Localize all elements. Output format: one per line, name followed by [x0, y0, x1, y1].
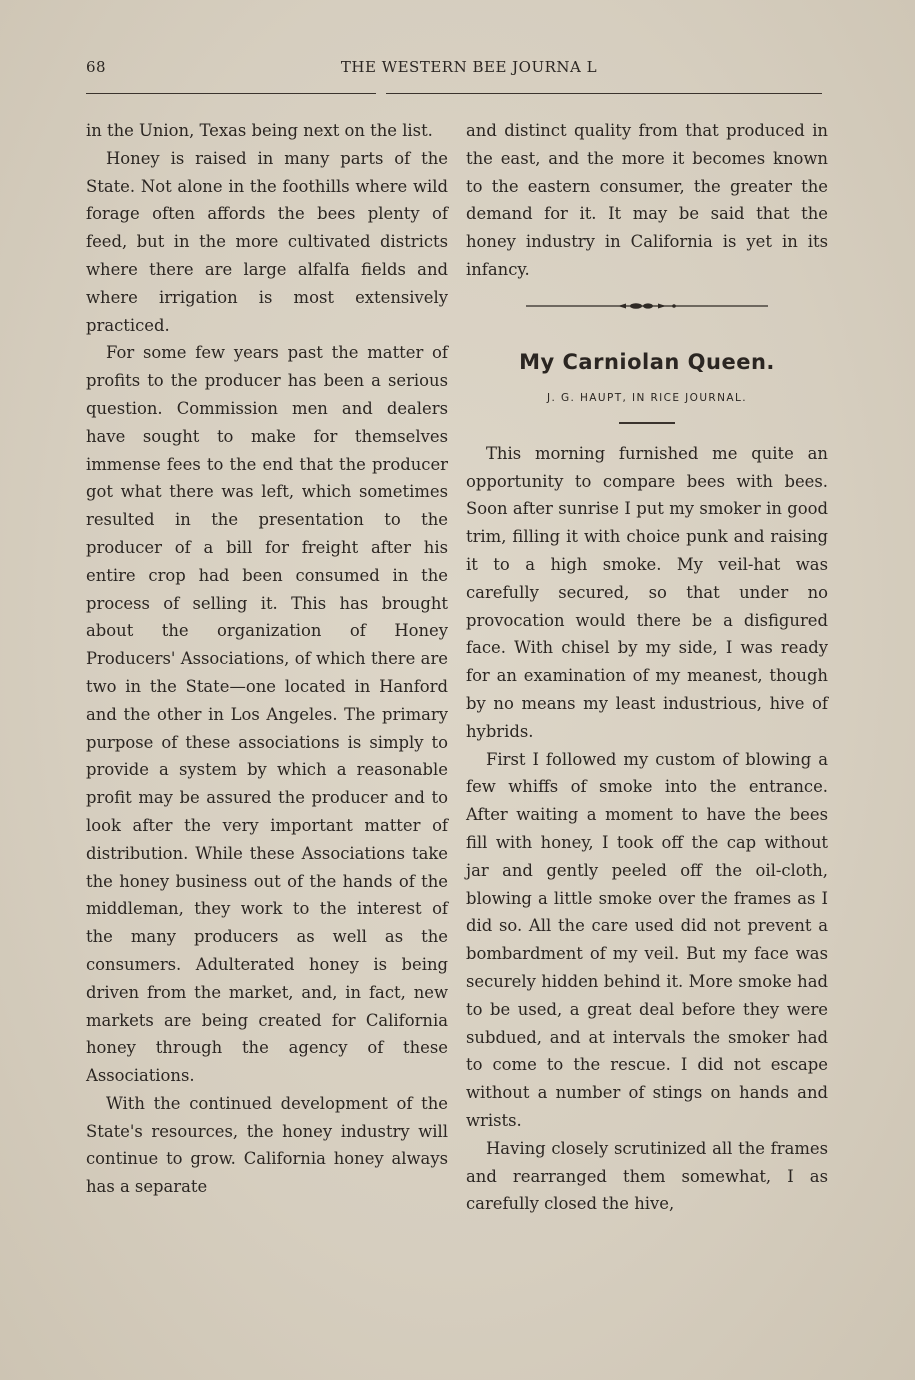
title-rule: [619, 422, 675, 424]
page-header: [86, 58, 822, 82]
page-number: 68: [86, 58, 107, 76]
left-column: [86, 117, 448, 1201]
right-column: [466, 117, 828, 1218]
ornament-rule-icon: [526, 302, 768, 310]
header-rule-right: [386, 93, 822, 94]
paragraph: Honey is raised in many parts of the State. Not alone in the foothills where wild forage often affords the bees plenty of feed, but in the more cultivated districts where there are large alfalfa fields and where irrigation is most extensively practiced.: [86, 148, 448, 335]
header-rule-left: [86, 93, 376, 94]
paragraph: With the continued development of the State's resources, the honey industry will continue to grow. California honey always has a separate: [86, 1093, 448, 1197]
journal-title: THE WESTERN BEE JOURNA L: [340, 58, 598, 76]
paragraph: Having closely scrutinized all the frames and rearranged them somewhat, I as carefully closed the hive,: [466, 1138, 828, 1214]
article-title: My Carniolan Queen.: [519, 349, 775, 374]
paragraph: For some few years past the matter of profits to the producer has been a serious question. Commission men and dealers have sought to make for themselves immense fees to the end that the producer got what there was left, which sometimes resulted in the presentation to the producer of a bill for freight after his entire crop had been consumed in the process of selling it. This has brought about the organization of Honey Producers' Associations, of which there are two in the State—one located in Hanford and the other in Los Angeles. The primary purpose of these associations is simply to provide a system by which a reasonable profit may be assured the producer and to look after the very important matter of distribution. While these Associations take the honey business out of the hands of the middleman, they work to the interest of the many producers as well as the consumers. Adulterated honey is being driven from the market, and, in fact, new markets are being created for California honey through the agency of these Associations.: [86, 343, 448, 1086]
article-byline: J. G. HAUPT, IN RICE JOURNAL.: [547, 391, 747, 404]
paragraph: This morning furnished me quite an opportunity to compare bees with bees. Soon after sunrise I put my smoker in good trim, filling it with choice punk and raising it to a high smoke. My veil-hat was carefully secured, so that under no provocation would there be a disfigured face. With chisel by my side, I was ready for an examination of my meanest, though by no means my least industrious, hive of hybrids.: [466, 443, 828, 741]
paragraph: and distinct quality from that produced in the east, and the more it becomes known to the eastern consumer, the greater the demand for it. It may be said that the honey industry in California is yet in its infancy.: [466, 121, 828, 279]
paragraph: First I followed my custom of blowing a few whiffs of smoke into the entrance. After waiting a moment to have the bees fill with honey, I took off the cap without jar and gently peeled off the oil-cloth, blowing a little smoke over the frames as I did so. All the care used did not prevent a bombardment of my veil. But my face was securely hidden behind it. More smoke had to be used, a great deal before they were subdued, and at intervals the smoker had to come to the rescue. I did not escape without a number of stings on hands and wrists.: [466, 749, 828, 1130]
paragraph: in the Union, Texas being next on the list.: [86, 121, 433, 140]
section-divider: [466, 288, 828, 322]
